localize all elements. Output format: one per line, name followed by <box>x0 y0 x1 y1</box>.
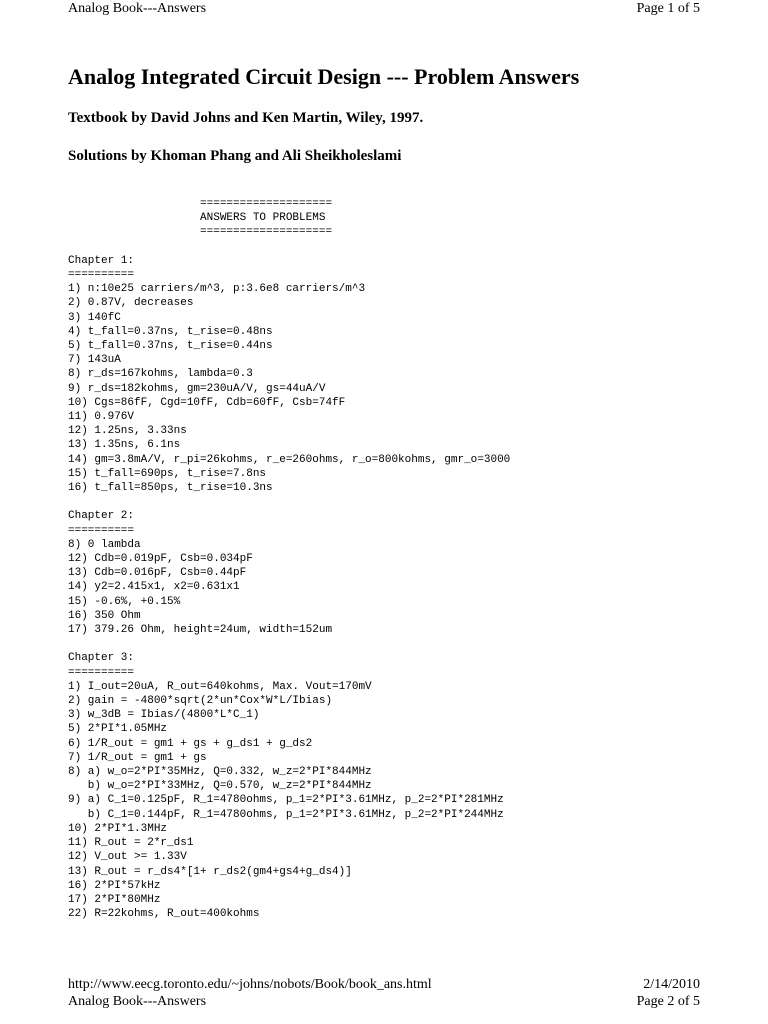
answers-text-block <box>68 197 510 921</box>
page-title: Analog Integrated Circuit Design --- Problem Answers <box>68 64 580 89</box>
answer-line: 13) R_out = r_ds4*[1+ r_ds2(gm4+gs4+g_ds4)] <box>68 865 352 878</box>
answer-line: 2) gain = -4800*sqrt(2*un*Cox*W*L/Ibias) <box>68 695 333 708</box>
textbook-credit: Textbook by David Johns and Ken Martin, Wiley, 1997. <box>68 110 424 126</box>
answer-line: 17) 379.26 Ohm, height=24um, width=152um <box>68 624 333 637</box>
answer-line: 2) 0.87V, decreases <box>68 297 194 310</box>
answer-line: 5) 2*PI*1.05MHz <box>68 723 168 736</box>
answer-line: 7) 143uA <box>68 354 121 367</box>
next-page-header-left: Analog Book---Answers <box>68 994 207 1009</box>
answer-line: 7) 1/R_out = gm1 + gs <box>68 751 207 764</box>
answer-line: 9) r_ds=182kohms, gm=230uA/V, gs=44uA/V <box>68 382 326 395</box>
answer-line: 10) Cgs=86fF, Cgd=10fF, Cdb=60fF, Csb=74fF <box>68 396 346 409</box>
footer-date: 2/14/2010 <box>643 977 700 992</box>
answer-line: 15) t_fall=690ps, t_rise=7.8ns <box>68 467 267 480</box>
answer-line: 14) gm=3.8mA/V, r_pi=26kohms, r_e=260ohms, r_o=800kohms, gmr_o=3000 <box>68 453 511 466</box>
answer-line: 14) y2=2.415x1, x2=0.631x1 <box>68 581 240 594</box>
answer-line: ========== <box>68 269 135 281</box>
answer-line: ========== <box>68 666 135 679</box>
answer-line <box>68 637 510 651</box>
answer-line: 1) n:10e25 carriers/m^3, p:3.6e8 carriers/m^3 <box>68 283 366 296</box>
answer-line <box>68 240 510 254</box>
answer-line: 9) a) C_1=0.125pF, R_1=4780ohms, p_1=2*PI*3.61MHz, p_2=2*PI*281MHz <box>68 794 504 807</box>
answer-line: 12) V_out >= 1.33V <box>68 851 187 864</box>
answer-line: 3) 140fC <box>68 311 121 324</box>
answer-line: 22) R=22kohms, R_out=400kohms <box>68 908 260 921</box>
answer-line: Chapter 1: <box>68 254 135 267</box>
answer-line: Chapter 2: <box>68 510 135 523</box>
answer-line: b) C_1=0.144pF, R_1=4780ohms, p_1=2*PI*3.61MHz, p_2=2*PI*244MHz <box>68 808 504 821</box>
answer-line: 11) 0.976V <box>68 411 135 424</box>
answer-line: ANSWERS TO PROBLEMS <box>68 212 326 225</box>
answer-line: 16) 2*PI*57kHz <box>68 879 161 892</box>
answer-line: 13) 1.35ns, 6.1ns <box>68 439 181 452</box>
answer-line: 3) w_3dB = Ibias/(4800*L*C_1) <box>68 709 260 722</box>
page-header-left: Analog Book---Answers <box>68 1 207 16</box>
answer-line: ==================== <box>68 198 333 210</box>
answer-line: 8) 0 lambda <box>68 538 141 551</box>
page-number: Page 1 of 5 <box>636 1 700 16</box>
answer-line: b) w_o=2*PI*33MHz, Q=0.570, w_z=2*PI*844MHz <box>68 780 372 793</box>
answer-line: 8) r_ds=167kohms, lambda=0.3 <box>68 368 253 381</box>
answer-line: 16) 350 Ohm <box>68 609 141 622</box>
footer-url: http://www.eecg.toronto.edu/~johns/nobots/Book/book_ans.html <box>68 977 432 992</box>
answer-line: 12) Cdb=0.019pF, Csb=0.034pF <box>68 553 253 566</box>
next-page-number: Page 2 of 5 <box>636 994 700 1009</box>
answer-line: 8) a) w_o=2*PI*35MHz, Q=0.332, w_z=2*PI*844MHz <box>68 766 372 779</box>
answer-line: 11) R_out = 2*r_ds1 <box>68 837 194 850</box>
answer-line: 6) 1/R_out = gm1 + gs + g_ds1 + g_ds2 <box>68 737 313 750</box>
answer-line <box>68 495 510 509</box>
answer-line: 16) t_fall=850ps, t_rise=10.3ns <box>68 482 273 495</box>
answer-line: 15) -0.6%, +0.15% <box>68 595 181 608</box>
answer-line: ==================== <box>68 226 333 239</box>
answer-line: 17) 2*PI*80MHz <box>68 893 161 906</box>
answer-line: Chapter 3: <box>68 652 135 665</box>
answer-line: 10) 2*PI*1.3MHz <box>68 822 168 835</box>
solutions-credit: Solutions by Khoman Phang and Ali Sheikholeslami <box>68 148 402 164</box>
answer-line: 1) I_out=20uA, R_out=640kohms, Max. Vout=170mV <box>68 680 372 693</box>
answer-line: 4) t_fall=0.37ns, t_rise=0.48ns <box>68 325 273 338</box>
answer-line: 12) 1.25ns, 3.33ns <box>68 425 187 438</box>
answer-line: 5) t_fall=0.37ns, t_rise=0.44ns <box>68 340 273 353</box>
answer-line: 13) Cdb=0.016pF, Csb=0.44pF <box>68 567 247 580</box>
answer-line: ========== <box>68 524 135 537</box>
